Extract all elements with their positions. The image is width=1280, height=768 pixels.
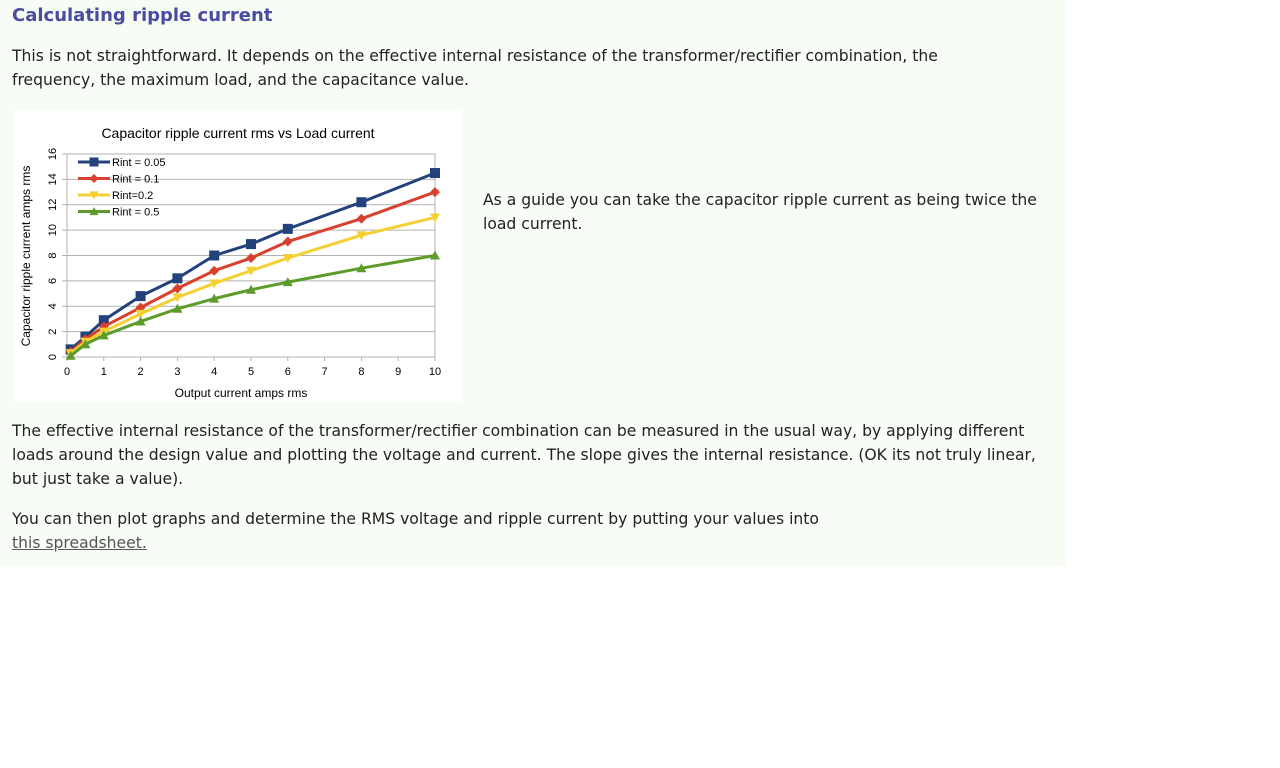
chart-svg <box>14 110 462 402</box>
intro-paragraph: This is not straightforward. It depends on the effective internal resistance of the transformer/rectifier combination, the frequency, the maximum load, and the capacitance value. <box>12 47 938 89</box>
spreadsheet-link[interactable]: this spreadsheet. <box>12 534 147 552</box>
x-tick-label: 1 <box>100 366 107 378</box>
y-tick-label: 14 <box>46 173 59 186</box>
data-point <box>246 253 256 263</box>
legend-label: Rint = 0.5 <box>112 206 160 219</box>
measure-paragraph: The effective internal resistance of the transformer/rectifier combination can be measured in the usual way, by applying different loads around the design value and plotting the voltage and current. The slope gives the internal resistance. (OK its not truly linear, but just take a value). <box>12 422 1036 488</box>
y-tick-label: 4 <box>46 303 59 310</box>
y-tick-label: 8 <box>46 252 59 259</box>
x-tick-label: 3 <box>174 366 181 378</box>
guide-paragraph: As a guide you can take the capacitor ripple current as being twice the load current. <box>483 191 1037 233</box>
x-tick-label: 2 <box>137 366 144 378</box>
data-point <box>356 197 366 207</box>
data-point <box>430 168 440 178</box>
x-tick-label: 7 <box>321 366 328 378</box>
y-axis-label: Capacitor ripple current amps rms <box>19 165 33 347</box>
ripple-current-chart <box>14 110 462 402</box>
data-point <box>246 239 256 249</box>
y-tick-label: 12 <box>46 198 59 211</box>
x-axis-label: Output current amps rms <box>174 386 308 400</box>
y-tick-label: 10 <box>46 224 59 237</box>
plot-text: You can then plot graphs and determine the RMS voltage and ripple current by putting your values into <box>12 510 819 528</box>
x-tick-label: 5 <box>247 366 255 378</box>
legend-label: Rint = 0.1 <box>112 173 160 186</box>
x-tick-label: 8 <box>358 366 365 378</box>
data-point <box>283 237 293 247</box>
data-point <box>172 273 182 283</box>
x-tick-label: 0 <box>63 366 71 378</box>
y-tick-label: 6 <box>46 277 59 284</box>
data-point <box>209 266 219 276</box>
x-tick-label: 10 <box>428 366 442 378</box>
plot-paragraph <box>12 507 1022 555</box>
legend-label: Rint=0.2 <box>112 190 154 202</box>
legend-marker <box>90 174 99 183</box>
x-tick-label: 6 <box>284 366 291 378</box>
series-line-3 <box>71 217 435 353</box>
legend-marker <box>90 158 99 167</box>
data-point <box>136 291 146 301</box>
data-point <box>172 283 182 293</box>
chart-title: Capacitor ripple current rms vs Load current <box>101 125 375 141</box>
data-point <box>430 187 440 197</box>
legend-label: Rint = 0.05 <box>112 157 166 169</box>
section-title: Calculating ripple current <box>12 5 273 26</box>
y-tick-label: 0 <box>46 353 59 361</box>
data-point <box>356 214 366 224</box>
y-tick-label: 2 <box>46 328 59 335</box>
data-point <box>209 251 219 261</box>
y-tick-label: 16 <box>46 147 59 161</box>
data-point <box>283 224 293 234</box>
x-tick-label: 4 <box>211 366 218 378</box>
x-tick-label: 9 <box>395 366 402 378</box>
